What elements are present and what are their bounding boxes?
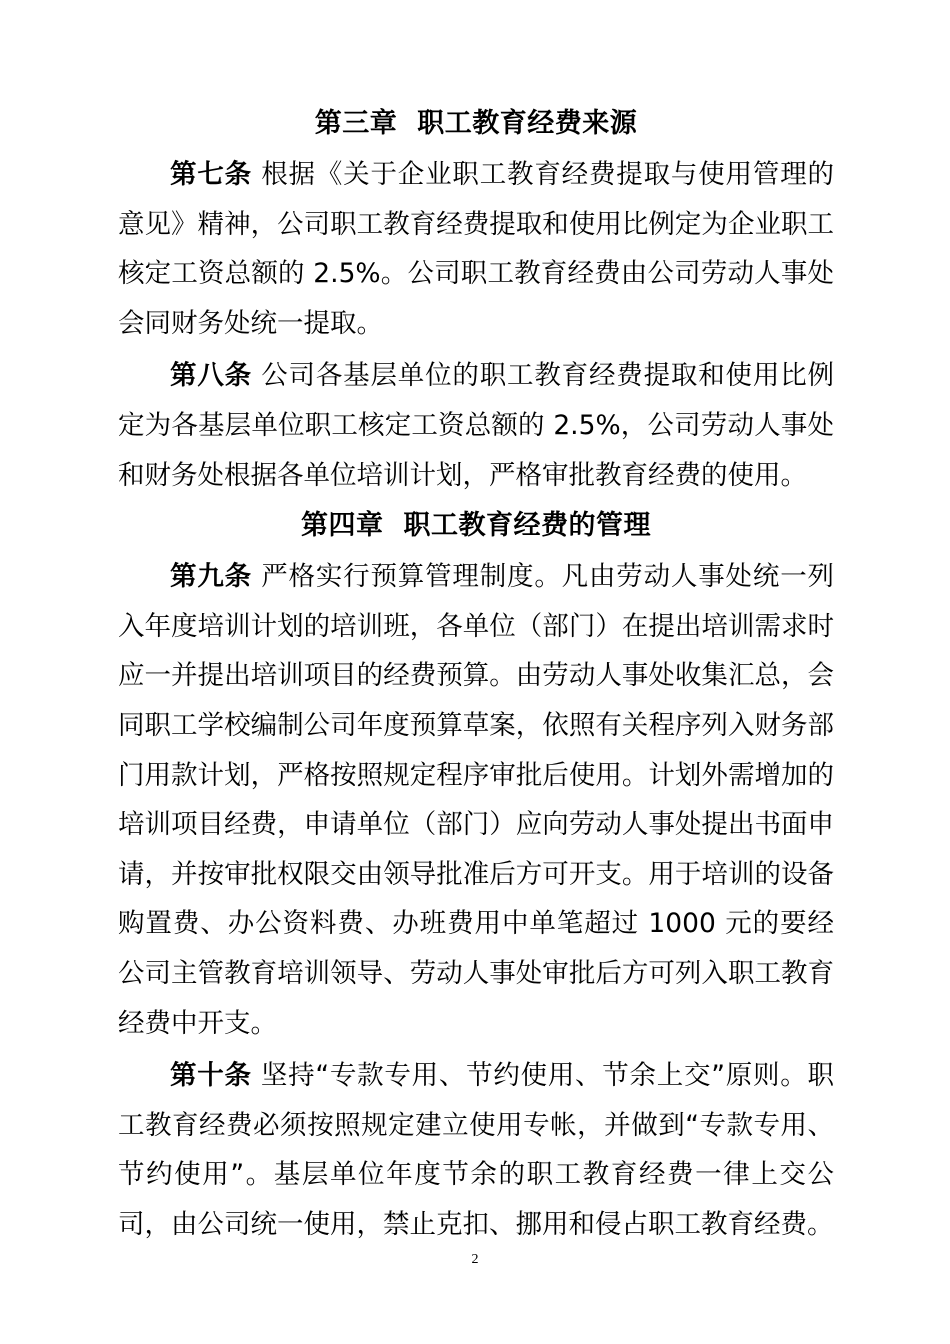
chapter-heading (118, 504, 834, 548)
article-label: 第七条 (170, 159, 252, 190)
article-text: 公司各基层单位的职工教育经费提取和使用比例定为各基层单位职工核定工资总额的 2.5%，公司劳动人事处和财务处根据各单位培训计划，严格审批教育经费的使用。 (118, 360, 835, 491)
article-label: 第十条 (170, 1060, 252, 1092)
article-paragraph (118, 150, 834, 348)
chapter-number: 第三章 (314, 108, 398, 139)
chapter-title: 职工教育经费的管理 (403, 510, 651, 542)
article-paragraph (118, 351, 834, 500)
chapter-heading (118, 102, 834, 146)
document-body (118, 102, 834, 1249)
article-label: 第九条 (170, 561, 252, 593)
article-text: 严格实行预算管理制度。凡由劳动人事处统一列入年度培训计划的培训班，各单位（部门）在提出培训需求时应一并提出培训项目的经费预算。由劳动人事处收集汇总，会同职工学校编制公司年度预算草案，依照有关程序列入财务部门用款计划，严格按照规定程序审批后使用。计划外需增加的培训项目经费，申请单位（部门）应向劳动人事处提出书面申请，并按审批权限交由领导批准后方可开支。用于培训的设备购置费、办公资料费、办班费用中单笔超过 1000 元的要经公司主管教育培训领导、劳动人事处审批后方可列入职工教育经费中开支。 (118, 561, 835, 1039)
page-number: 2 (471, 1252, 479, 1267)
chapter-title: 职工教育经费来源 (417, 108, 638, 139)
article-paragraph (118, 552, 834, 1048)
article-paragraph (118, 1051, 834, 1249)
chapter-number: 第四章 (301, 510, 384, 542)
article-label: 第八条 (170, 360, 252, 392)
article-text: 根据《关于企业职工教育经费提取与使用管理的意见》精神，公司职工教育经费提取和使用比例定为企业职工核定工资总额的 2.5%。公司职工教育经费由公司劳动人事处会同财务处统一提取。 (118, 159, 835, 339)
article-text: 坚持“专款专用、节约使用、节余上交”原则。职工教育经费必须按照规定建立使用专帐，并做到“专款专用、节约使用”。基层单位年度节余的职工教育经费一律上交公司，由公司统一使用，禁止克扣、挪用和侵占职工教育经费。 (118, 1060, 834, 1240)
